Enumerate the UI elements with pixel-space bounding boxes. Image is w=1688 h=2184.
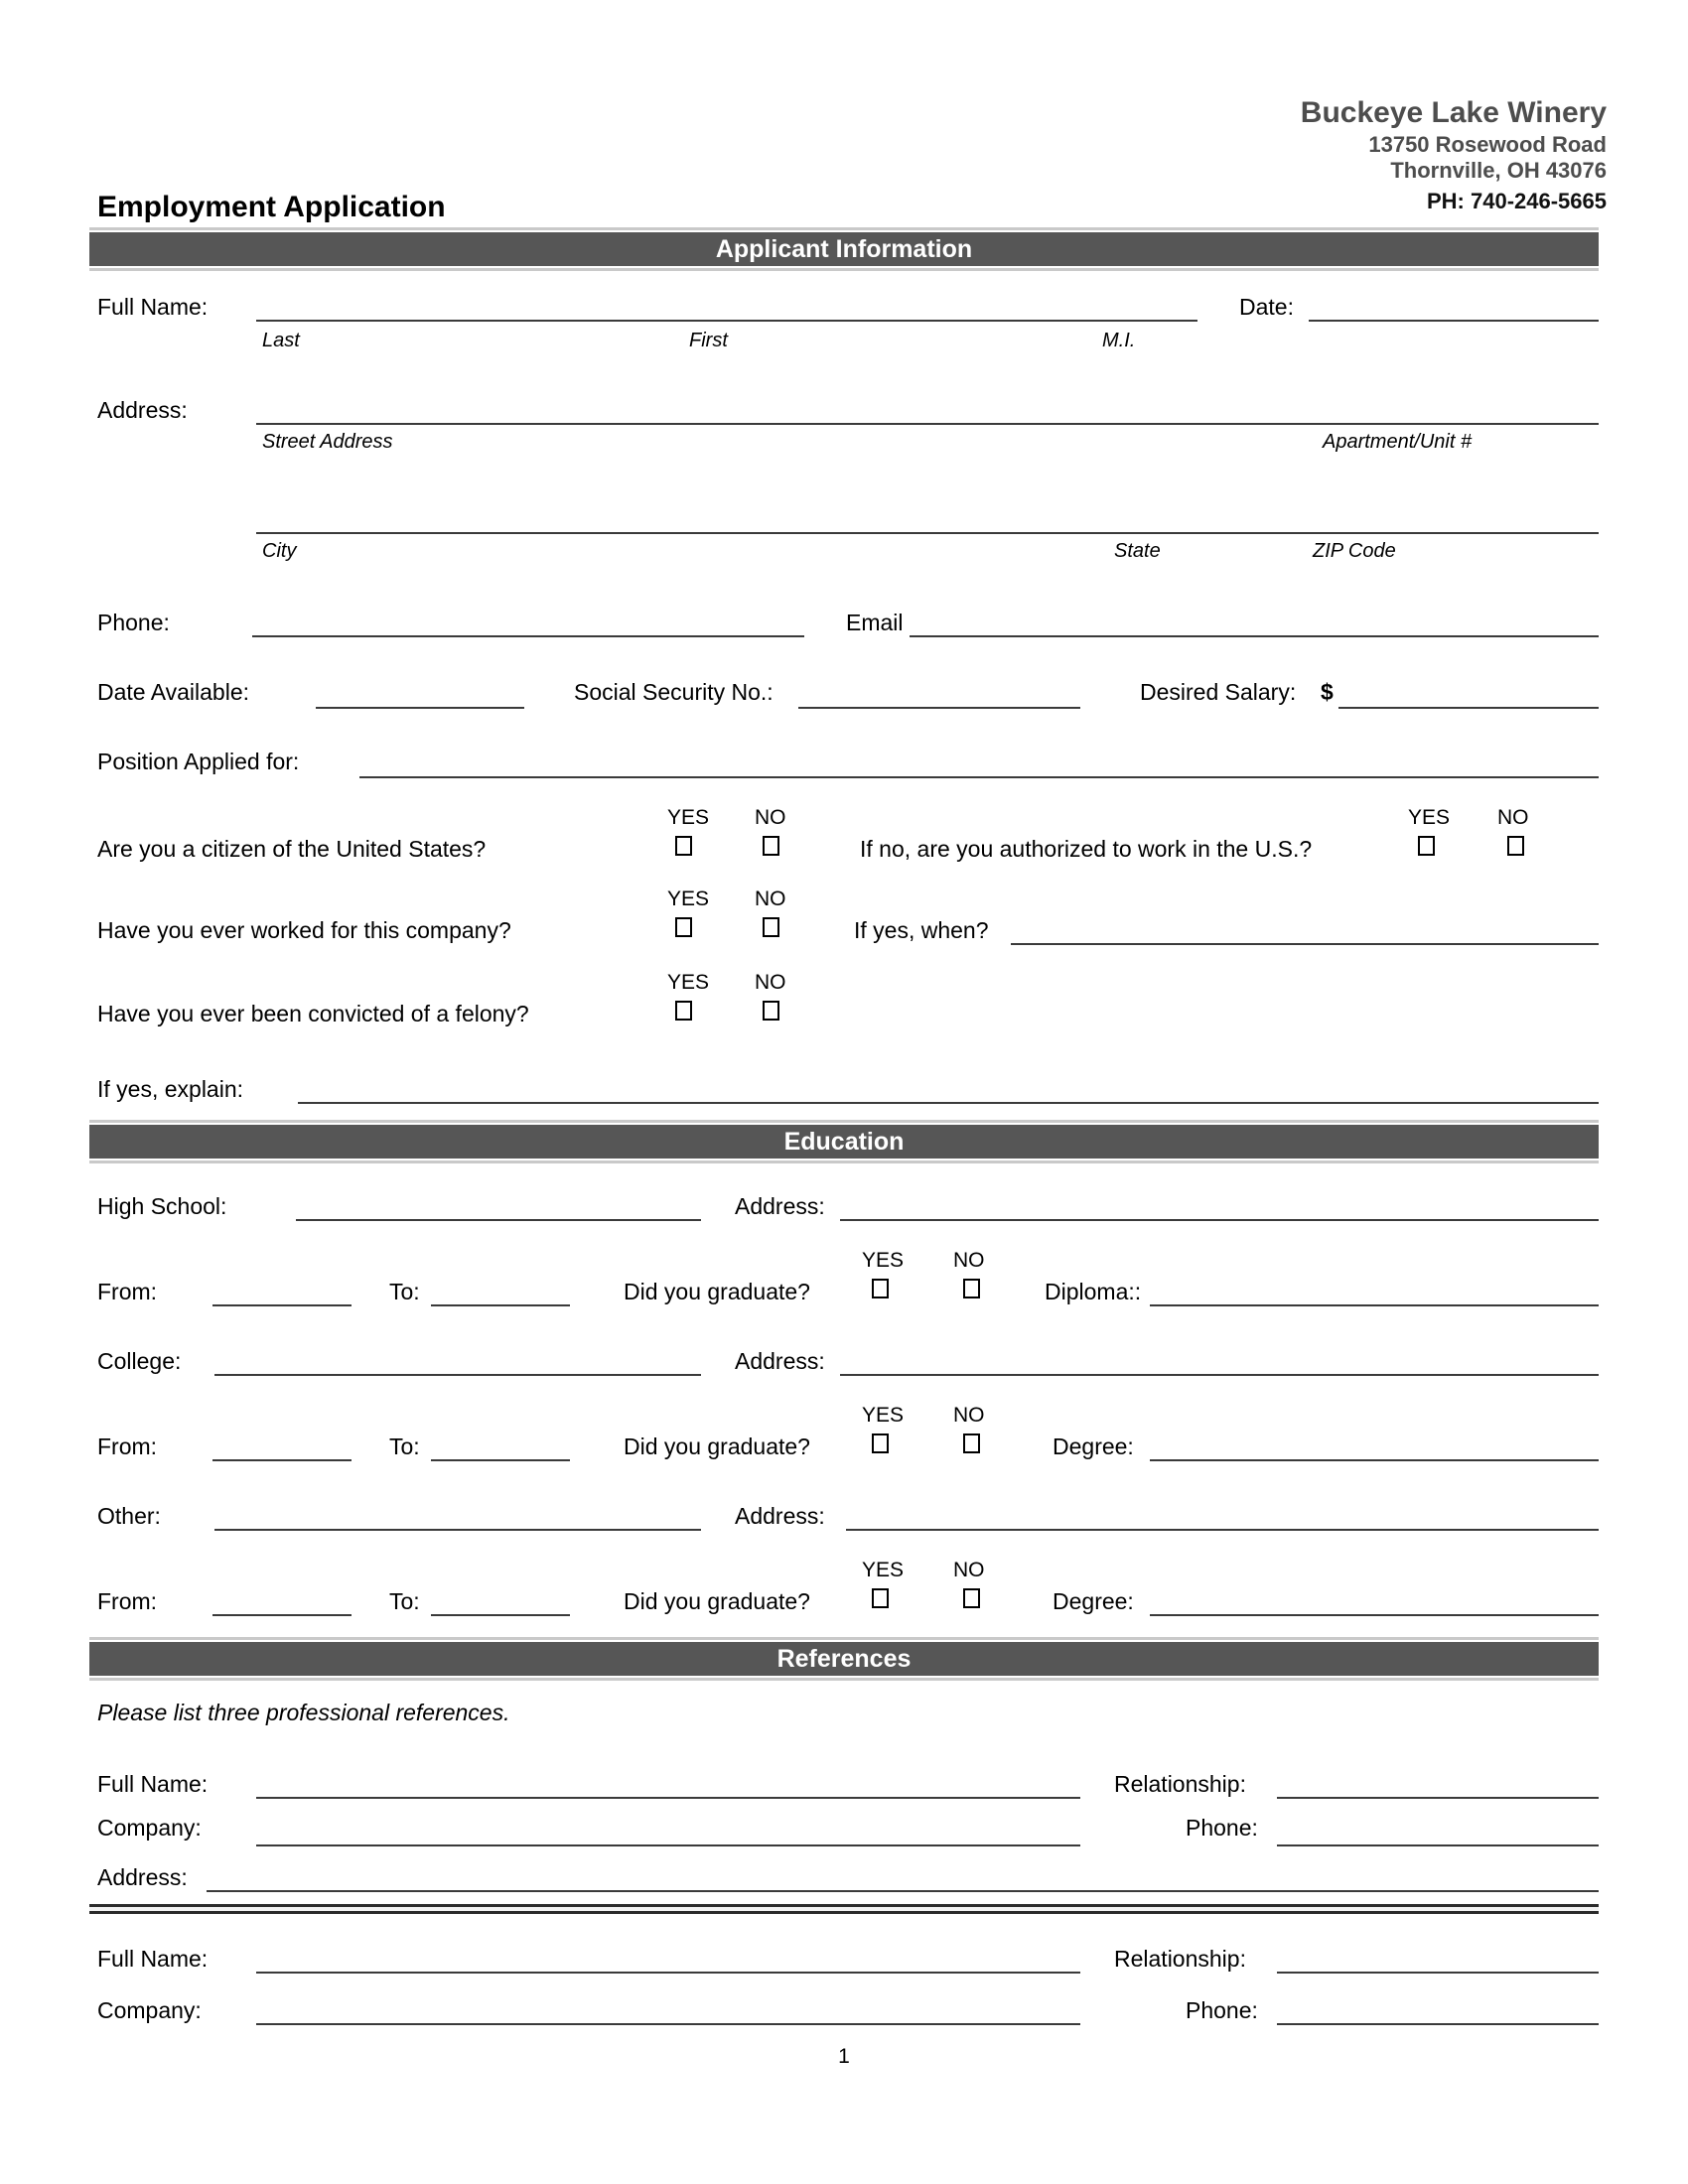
reference-2-relationship-input[interactable]	[1277, 1972, 1599, 1974]
full-name-input[interactable]	[256, 320, 1197, 322]
citizen-no-checkbox[interactable]	[763, 836, 779, 856]
if-yes-when-label: If yes, when?	[854, 917, 989, 943]
reference-2-full-name-label: Full Name:	[97, 1946, 209, 1972]
high-school-label: High School:	[97, 1193, 227, 1219]
citizen-no-label: NO	[755, 806, 786, 829]
reference-separator	[89, 1904, 1599, 1914]
ssn-label: Social Security No.:	[574, 679, 774, 705]
worked-here-yes-checkbox[interactable]	[675, 917, 692, 937]
date-available-input[interactable]	[316, 707, 524, 709]
page-number: 1	[838, 2045, 850, 2068]
other-degree-input[interactable]	[1150, 1614, 1599, 1616]
page-title: Employment Application	[97, 191, 446, 223]
reference-1-full-name-label: Full Name:	[97, 1771, 209, 1797]
if-yes-when-input[interactable]	[1011, 943, 1599, 945]
section-header-applicant-information: Applicant Information	[89, 230, 1599, 268]
college-to-label: To:	[389, 1433, 420, 1459]
hs-graduate-yes-checkbox[interactable]	[872, 1279, 889, 1298]
other-from-input[interactable]	[212, 1614, 352, 1616]
city-state-zip-input[interactable]	[256, 532, 1599, 534]
address-sub-street: Street Address	[262, 431, 393, 453]
reference-1-address-label: Address:	[97, 1864, 188, 1890]
college-graduate-no-checkbox[interactable]	[963, 1433, 980, 1453]
hs-diploma-label: Diploma::	[1045, 1279, 1142, 1304]
phone-label: Phone:	[97, 610, 170, 635]
college-from-input[interactable]	[212, 1459, 352, 1461]
other-education-input[interactable]	[214, 1529, 701, 1531]
hs-to-label: To:	[389, 1279, 420, 1304]
college-to-input[interactable]	[431, 1459, 570, 1461]
hs-graduate-no-label: NO	[953, 1249, 985, 1272]
date-available-label: Date Available:	[97, 679, 250, 705]
hs-to-input[interactable]	[431, 1304, 570, 1306]
street-address-input[interactable]	[256, 423, 1599, 425]
high-school-address-input[interactable]	[840, 1219, 1599, 1221]
college-degree-label: Degree:	[1053, 1433, 1134, 1459]
high-school-address-label: Address:	[735, 1193, 825, 1219]
position-applied-input[interactable]	[359, 776, 1599, 778]
college-degree-input[interactable]	[1150, 1459, 1599, 1461]
phone-input[interactable]	[252, 635, 804, 637]
worked-here-yes-label: YES	[667, 887, 710, 910]
worked-here-no-label: NO	[755, 887, 786, 910]
authorized-yes-checkbox[interactable]	[1418, 836, 1435, 856]
other-to-input[interactable]	[431, 1614, 570, 1616]
college-graduate-yes-checkbox[interactable]	[872, 1433, 889, 1453]
hs-graduate-no-checkbox[interactable]	[963, 1279, 980, 1298]
address-label: Address:	[97, 397, 188, 423]
other-graduate-yes-checkbox[interactable]	[872, 1588, 889, 1608]
worked-here-no-checkbox[interactable]	[763, 917, 779, 937]
citizen-yes-checkbox[interactable]	[675, 836, 692, 856]
college-graduate-yes-label: YES	[862, 1404, 905, 1427]
other-graduate-no-label: NO	[953, 1559, 985, 1581]
authorized-no-label: NO	[1497, 806, 1529, 829]
reference-2-company-label: Company:	[97, 1997, 202, 2023]
desired-salary-label: Desired Salary:	[1140, 679, 1297, 705]
company-phone: PH: 740-246-5665	[1426, 189, 1607, 214]
position-applied-label: Position Applied for:	[97, 749, 300, 774]
felony-yes-label: YES	[667, 971, 710, 994]
hs-graduate-yes-label: YES	[862, 1249, 905, 1272]
address-sub-city: City	[262, 540, 297, 562]
reference-1-full-name-input[interactable]	[256, 1797, 1080, 1799]
section-header-references: References	[89, 1640, 1599, 1678]
reference-2-full-name-input[interactable]	[256, 1972, 1080, 1974]
email-label: Email	[846, 610, 904, 635]
desired-salary-input[interactable]	[1338, 707, 1599, 709]
college-graduate-no-label: NO	[953, 1404, 985, 1427]
hs-diploma-input[interactable]	[1150, 1304, 1599, 1306]
full-name-sub-mi: M.I.	[1102, 330, 1136, 351]
college-from-label: From:	[97, 1433, 158, 1459]
other-education-label: Other:	[97, 1503, 161, 1529]
felony-no-checkbox[interactable]	[763, 1001, 779, 1021]
reference-2-phone-input[interactable]	[1277, 2023, 1599, 2025]
full-name-sub-last: Last	[262, 330, 300, 351]
reference-1-relationship-input[interactable]	[1277, 1797, 1599, 1799]
other-from-label: From:	[97, 1588, 158, 1614]
reference-1-company-label: Company:	[97, 1815, 202, 1841]
college-address-input[interactable]	[840, 1374, 1599, 1376]
date-input[interactable]	[1309, 320, 1599, 322]
hs-did-you-graduate-label: Did you graduate?	[624, 1279, 810, 1304]
other-did-you-graduate-label: Did you graduate?	[624, 1588, 810, 1614]
high-school-input[interactable]	[296, 1219, 701, 1221]
if-yes-explain-input[interactable]	[298, 1102, 1599, 1104]
reference-1-phone-input[interactable]	[1277, 1844, 1599, 1846]
question-felony-label: Have you ever been convicted of a felony?	[97, 1001, 529, 1026]
company-street-address: 13750 Rosewood Road	[1368, 131, 1607, 157]
company-name: Buckeye Lake Winery	[1300, 96, 1607, 129]
date-label: Date:	[1239, 294, 1294, 320]
hs-from-label: From:	[97, 1279, 158, 1304]
section-header-education: Education	[89, 1123, 1599, 1160]
ssn-input[interactable]	[798, 707, 1080, 709]
company-city-state-zip: Thornville, OH 43076	[1390, 158, 1607, 184]
reference-1-relationship-label: Relationship:	[1114, 1771, 1246, 1797]
reference-1-company-input[interactable]	[256, 1844, 1080, 1846]
authorized-yes-label: YES	[1408, 806, 1451, 829]
college-did-you-graduate-label: Did you graduate?	[624, 1433, 810, 1459]
address-sub-zip: ZIP Code	[1313, 540, 1396, 562]
question-citizen-label: Are you a citizen of the United States?	[97, 836, 487, 862]
email-input[interactable]	[910, 635, 1599, 637]
reference-1-phone-label: Phone:	[1186, 1815, 1258, 1841]
letterhead	[912, 95, 1607, 215]
other-graduate-no-checkbox[interactable]	[963, 1588, 980, 1608]
question-authorized-label: If no, are you authorized to work in the U.S.?	[860, 836, 1313, 862]
address-sub-apartment: Apartment/Unit #	[1323, 431, 1473, 453]
authorized-no-checkbox[interactable]	[1507, 836, 1524, 856]
reference-1-address-input[interactable]	[207, 1890, 1599, 1892]
desired-salary-currency: $	[1321, 679, 1334, 705]
reference-2-company-input[interactable]	[256, 2023, 1080, 2025]
other-address-input[interactable]	[846, 1529, 1599, 1531]
full-name-sub-first: First	[689, 330, 728, 351]
college-label: College:	[97, 1348, 182, 1374]
citizen-yes-label: YES	[667, 806, 710, 829]
full-name-label: Full Name:	[97, 294, 209, 320]
hs-from-input[interactable]	[212, 1304, 352, 1306]
other-degree-label: Degree:	[1053, 1588, 1134, 1614]
felony-no-label: NO	[755, 971, 786, 994]
other-address-label: Address:	[735, 1503, 825, 1529]
college-address-label: Address:	[735, 1348, 825, 1374]
felony-yes-checkbox[interactable]	[675, 1001, 692, 1021]
address-sub-state: State	[1114, 540, 1161, 562]
other-graduate-yes-label: YES	[862, 1559, 905, 1581]
question-worked-here-label: Have you ever worked for this company?	[97, 917, 511, 943]
references-instruction: Please list three professional references.	[97, 1700, 510, 1725]
reference-2-relationship-label: Relationship:	[1114, 1946, 1246, 1972]
college-input[interactable]	[214, 1374, 701, 1376]
other-to-label: To:	[389, 1588, 420, 1614]
if-yes-explain-label: If yes, explain:	[97, 1076, 244, 1102]
reference-2-phone-label: Phone:	[1186, 1997, 1258, 2023]
